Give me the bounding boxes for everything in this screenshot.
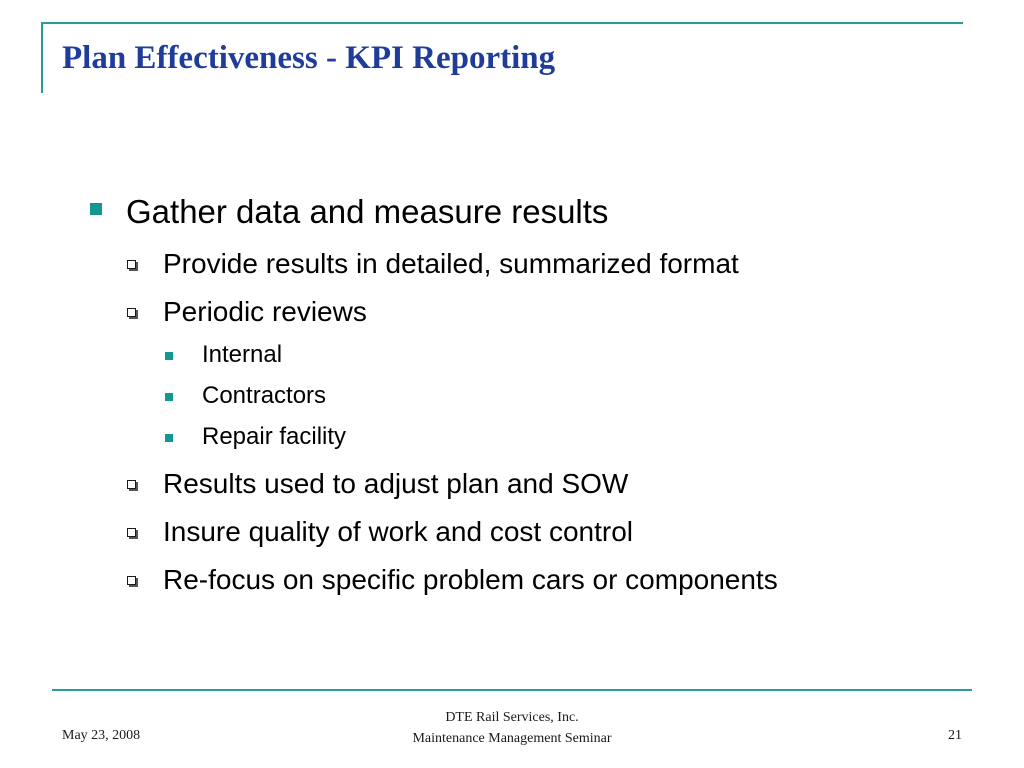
footer-company: DTE Rail Services, Inc. (445, 710, 579, 725)
bullet-item-level3 (165, 343, 282, 367)
square-bullet-icon (165, 352, 173, 360)
square-bullet-icon (165, 434, 173, 442)
bullet-item-level1 (90, 195, 608, 228)
bullet-item-level2 (127, 470, 628, 498)
footer-event: Maintenance Management Seminar (412, 731, 612, 746)
hollow-square-bullet-icon (127, 576, 136, 585)
bullet-item-level2 (127, 566, 778, 594)
square-bullet-icon (165, 393, 173, 401)
bullet-text: Repair facility (202, 423, 347, 450)
bullet-text: Results used to adjust plan and SOW (163, 468, 629, 499)
bullet-item-level2 (127, 298, 367, 326)
hollow-square-bullet-icon (127, 308, 136, 317)
bullet-item-level3 (165, 425, 346, 449)
bullet-text: Gather data and measure results (126, 193, 609, 230)
footer-page-number: 21 (948, 728, 962, 743)
bullet-text: Provide results in detailed, summarized format (163, 248, 739, 279)
square-bullet-icon (90, 203, 102, 215)
bullet-text: Insure quality of work and cost control (163, 516, 634, 547)
slide-title: Plan Effectiveness - KPI Reporting (62, 40, 556, 76)
hollow-square-bullet-icon (127, 480, 136, 489)
bullet-text: Re-focus on specific problem cars or components (163, 564, 778, 595)
bullet-text: Internal (202, 341, 283, 368)
footer-center-text (362, 707, 662, 749)
bullet-item-level3 (165, 384, 326, 408)
hollow-square-bullet-icon (127, 528, 136, 537)
bullet-item-level2 (127, 518, 633, 546)
footer-rule (52, 689, 972, 691)
bullet-text: Contractors (202, 382, 327, 409)
hollow-square-bullet-icon (127, 260, 136, 269)
bullet-text: Periodic reviews (163, 296, 367, 327)
bullet-item-level2 (127, 250, 739, 278)
footer-date: May 23, 2008 (62, 728, 141, 743)
